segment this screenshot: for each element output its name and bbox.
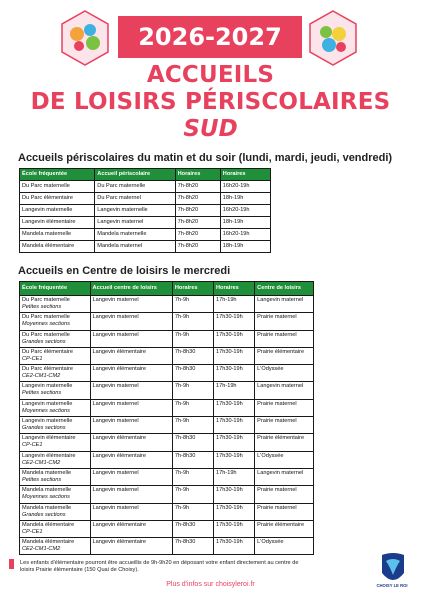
table-cell	[20, 503, 91, 520]
table-cell: Mandela maternelle	[95, 229, 175, 241]
table-row	[20, 217, 271, 229]
table-cell: 7h-8h30	[172, 434, 213, 451]
section-level: CP-CE1	[22, 442, 43, 449]
table-cell: Langevin élémentaire	[90, 520, 172, 537]
table-cell: 7h-9h	[172, 382, 213, 399]
school-name: Langevin maternelle	[22, 383, 73, 390]
column-header: Centre de loisirs	[255, 282, 314, 296]
table-cell: 17h30-19h	[214, 365, 255, 382]
table-cell: 17h-19h	[214, 296, 255, 313]
table-cell: Langevin maternel	[255, 382, 314, 399]
table-row	[20, 229, 271, 241]
section-level: CP-CE1	[22, 528, 43, 535]
table-cell: Langevin maternelle	[20, 205, 95, 217]
table-cell: 7h-9h	[172, 313, 213, 330]
note-bullet	[9, 559, 14, 569]
table-cell: Mandela maternelle	[20, 229, 95, 241]
school-name: Mandela maternelle	[22, 487, 72, 494]
table-row	[20, 241, 271, 253]
table-row	[20, 382, 314, 399]
table-cell: 17h30-19h	[214, 451, 255, 468]
footnote: Les enfants d'élémentaire pourront être accueillis de 9h-9h20 en déposant votre enfant directement au centre de loisirs Prairie élémentaire (150 Quai de Choisy).	[20, 560, 299, 573]
table-row	[20, 193, 271, 205]
table-cell: Prairie élémentaire	[255, 347, 314, 364]
table-cell: Langevin maternel	[90, 417, 172, 434]
table-cell	[20, 399, 91, 416]
section-level: CE2-CM1-CM2	[22, 546, 61, 553]
table-row	[20, 181, 271, 193]
table-cell	[20, 434, 91, 451]
table-cell: 7h-8h30	[172, 520, 213, 537]
table-cell: Langevin maternel	[255, 468, 314, 485]
year-banner: 2026-2027	[118, 16, 302, 58]
title-line-2: DE LOISIRS PÉRISCOLAIRES	[30, 89, 391, 115]
table-cell	[20, 486, 91, 503]
table-cell: Langevin maternel	[90, 503, 172, 520]
section-level: Petites sections	[22, 390, 62, 397]
table-cell: Langevin maternel	[90, 486, 172, 503]
table-cell: 17h30-19h	[214, 434, 255, 451]
table-cell	[20, 330, 91, 347]
table-cell: Langevin élémentaire	[90, 365, 172, 382]
table-header-row	[20, 169, 271, 181]
school-name: Du Parc élémentaire	[22, 348, 73, 355]
table-cell: 17h-19h	[214, 468, 255, 485]
table-cell: 18h-19h	[220, 241, 270, 253]
table-cell: Langevin maternel	[90, 330, 172, 347]
section-level: Grandes sections	[22, 425, 66, 432]
table-cell: Prairie maternel	[255, 313, 314, 330]
table-cell: Langevin élémentaire	[90, 434, 172, 451]
table-cell: Langevin élémentaire	[90, 538, 172, 555]
table-cell	[20, 365, 91, 382]
logo-text: CHOISY LE ROI	[376, 583, 408, 588]
table-cell	[20, 296, 91, 313]
table-cell: Langevin élémentaire	[20, 217, 95, 229]
table-cell: 7h-8h30	[172, 538, 213, 555]
table-cell: 7h-8h20	[175, 181, 220, 193]
school-name: Du Parc maternelle	[22, 297, 70, 303]
section-level: Moyennes sections	[22, 321, 70, 328]
table-row	[20, 503, 314, 520]
mercredi-table	[19, 281, 314, 555]
table-cell: 18h-19h	[220, 217, 270, 229]
table-cell: 17h30-19h	[214, 486, 255, 503]
table-cell: 17h30-19h	[214, 503, 255, 520]
table-cell: Langevin maternel	[90, 382, 172, 399]
table-cell: 16h20-19h	[220, 229, 270, 241]
column-header: Accueil périscolaire	[95, 169, 175, 181]
column-header: Accueil centre de loisirs	[90, 282, 172, 296]
table-cell: Mandela maternel	[95, 241, 175, 253]
table-cell: Mandela élémentaire	[20, 241, 95, 253]
table-cell: 7h-9h	[172, 399, 213, 416]
table-cell: Langevin maternel	[95, 217, 175, 229]
table-row	[20, 451, 314, 468]
table-cell: Prairie maternel	[255, 399, 314, 416]
table-cell: Du Parc maternelle	[20, 181, 95, 193]
school-name: Du Parc maternelle	[22, 331, 70, 338]
table-cell: 7h-8h20	[175, 229, 220, 241]
table-cell: 17h30-19h	[214, 313, 255, 330]
table-cell: 17h-19h	[214, 382, 255, 399]
school-name: Langevin maternelle	[22, 418, 73, 425]
table-cell	[20, 451, 91, 468]
school-name: Du Parc élémentaire	[22, 366, 73, 373]
section-level: Grandes sections	[22, 511, 66, 518]
table-row	[20, 296, 314, 313]
table-cell: Prairie élémentaire	[255, 520, 314, 537]
table-cell: 7h-8h20	[175, 217, 220, 229]
table-cell: 17h30-19h	[214, 399, 255, 416]
table-cell: Langevin maternel	[90, 313, 172, 330]
table-cell: 7h-9h	[172, 330, 213, 347]
column-header: Horaires	[175, 169, 220, 181]
table-cell: Langevin maternel	[90, 399, 172, 416]
hands-illustration-right	[308, 10, 358, 66]
title-line-1: ACCUEILS	[146, 62, 275, 88]
table-row	[20, 520, 314, 537]
table-cell: Langevin maternel	[255, 296, 314, 313]
table-cell	[20, 520, 91, 537]
table-cell: Du Parc maternel	[95, 193, 175, 205]
title-line-3: SUD	[183, 116, 238, 142]
column-header: Horaires	[220, 169, 270, 181]
school-name: Langevin maternelle	[22, 400, 73, 407]
table-cell: 17h30-19h	[214, 538, 255, 555]
more-info-link[interactable]: Plus d'infos sur choisyleroi.fr	[166, 581, 255, 588]
section-level: CE2-CM1-CM2	[22, 373, 61, 380]
table-row	[20, 347, 314, 364]
table-row	[20, 365, 314, 382]
column-header: École fréquentée	[20, 282, 91, 296]
table-cell: 17h30-19h	[214, 347, 255, 364]
table-cell: 7h-8h20	[175, 241, 220, 253]
school-name: Langevin élémentaire	[22, 435, 76, 442]
table-cell: Prairie maternel	[255, 417, 314, 434]
table-cell: Prairie maternel	[255, 503, 314, 520]
table-cell: L'Odyssée	[255, 451, 314, 468]
table-cell: L'Odyssée	[255, 538, 314, 555]
table-cell: Langevin maternel	[90, 296, 172, 313]
school-name: Mandela élémentaire	[22, 539, 75, 546]
hands-illustration-left	[60, 10, 110, 66]
table-row	[20, 330, 314, 347]
section-level: Grandes sections	[22, 338, 66, 345]
table-cell: 17h30-19h	[214, 417, 255, 434]
table-row	[20, 399, 314, 416]
table-cell	[20, 347, 91, 364]
table-cell	[20, 382, 91, 399]
table-row	[20, 417, 314, 434]
column-header: Horaires	[214, 282, 255, 296]
table-cell: 16h20-19h	[220, 181, 270, 193]
table-cell: 7h-9h	[172, 296, 213, 313]
table-cell: 17h30-19h	[214, 520, 255, 537]
table-cell: Prairie maternel	[255, 486, 314, 503]
school-name: Mandela maternelle	[22, 504, 72, 511]
table-cell: Du Parc maternelle	[95, 181, 175, 193]
section-level: CE2-CM1-CM2	[22, 459, 61, 466]
column-header: École fréquentée	[20, 169, 95, 181]
school-name: Langevin élémentaire	[22, 452, 76, 459]
table-cell: Du Parc élémentaire	[20, 193, 95, 205]
table-cell: Langevin maternel	[90, 468, 172, 485]
table-cell: L'Odyssée	[255, 365, 314, 382]
table-row	[20, 205, 271, 217]
table-cell	[20, 417, 91, 434]
school-name: Du Parc maternelle	[22, 314, 70, 321]
table-row	[20, 313, 314, 330]
table-cell	[20, 313, 91, 330]
table-cell: 7h-8h30	[172, 451, 213, 468]
column-header: Horaires	[172, 282, 213, 296]
table-cell: Prairie maternel	[255, 330, 314, 347]
section-heading-mercredi: Accueils en Centre de loisirs le mercredi	[18, 265, 231, 277]
table-cell: Langevin élémentaire	[90, 451, 172, 468]
table-cell	[20, 538, 91, 555]
section-level: CP-CE1	[22, 355, 43, 362]
table-cell: Langevin maternelle	[95, 205, 175, 217]
table-cell: 7h-8h30	[172, 347, 213, 364]
table-row	[20, 538, 314, 555]
section-heading-periscolaire: Accueils périscolaires du matin et du soir (lundi, mardi, jeudi, vendredi)	[18, 152, 393, 164]
table-cell: 18h-19h	[220, 193, 270, 205]
section-level: Moyennes sections	[22, 407, 70, 414]
table-header-row	[20, 282, 314, 296]
table-cell: 7h-9h	[172, 468, 213, 485]
table-cell: 7h-8h20	[175, 193, 220, 205]
school-name: Mandela maternelle	[22, 469, 72, 476]
section-level: Moyennes sections	[22, 494, 70, 501]
school-name: Mandela élémentaire	[22, 521, 75, 528]
table-cell: 16h20-19h	[220, 205, 270, 217]
table-cell: 7h-9h	[172, 417, 213, 434]
table-row	[20, 434, 314, 451]
table-cell: 17h30-19h	[214, 330, 255, 347]
table-cell: 7h-9h	[172, 486, 213, 503]
section-level: Petites sections	[22, 476, 62, 483]
table-row	[20, 486, 314, 503]
table-cell: 7h-9h	[172, 503, 213, 520]
table-cell: Langevin élémentaire	[90, 347, 172, 364]
periscolaire-table	[19, 168, 271, 253]
table-cell	[20, 468, 91, 485]
table-cell: 7h-8h30	[172, 365, 213, 382]
table-cell: Prairie élémentaire	[255, 434, 314, 451]
section-level: Petites sections	[22, 304, 62, 310]
table-row	[20, 468, 314, 485]
table-cell: 7h-8h20	[175, 205, 220, 217]
